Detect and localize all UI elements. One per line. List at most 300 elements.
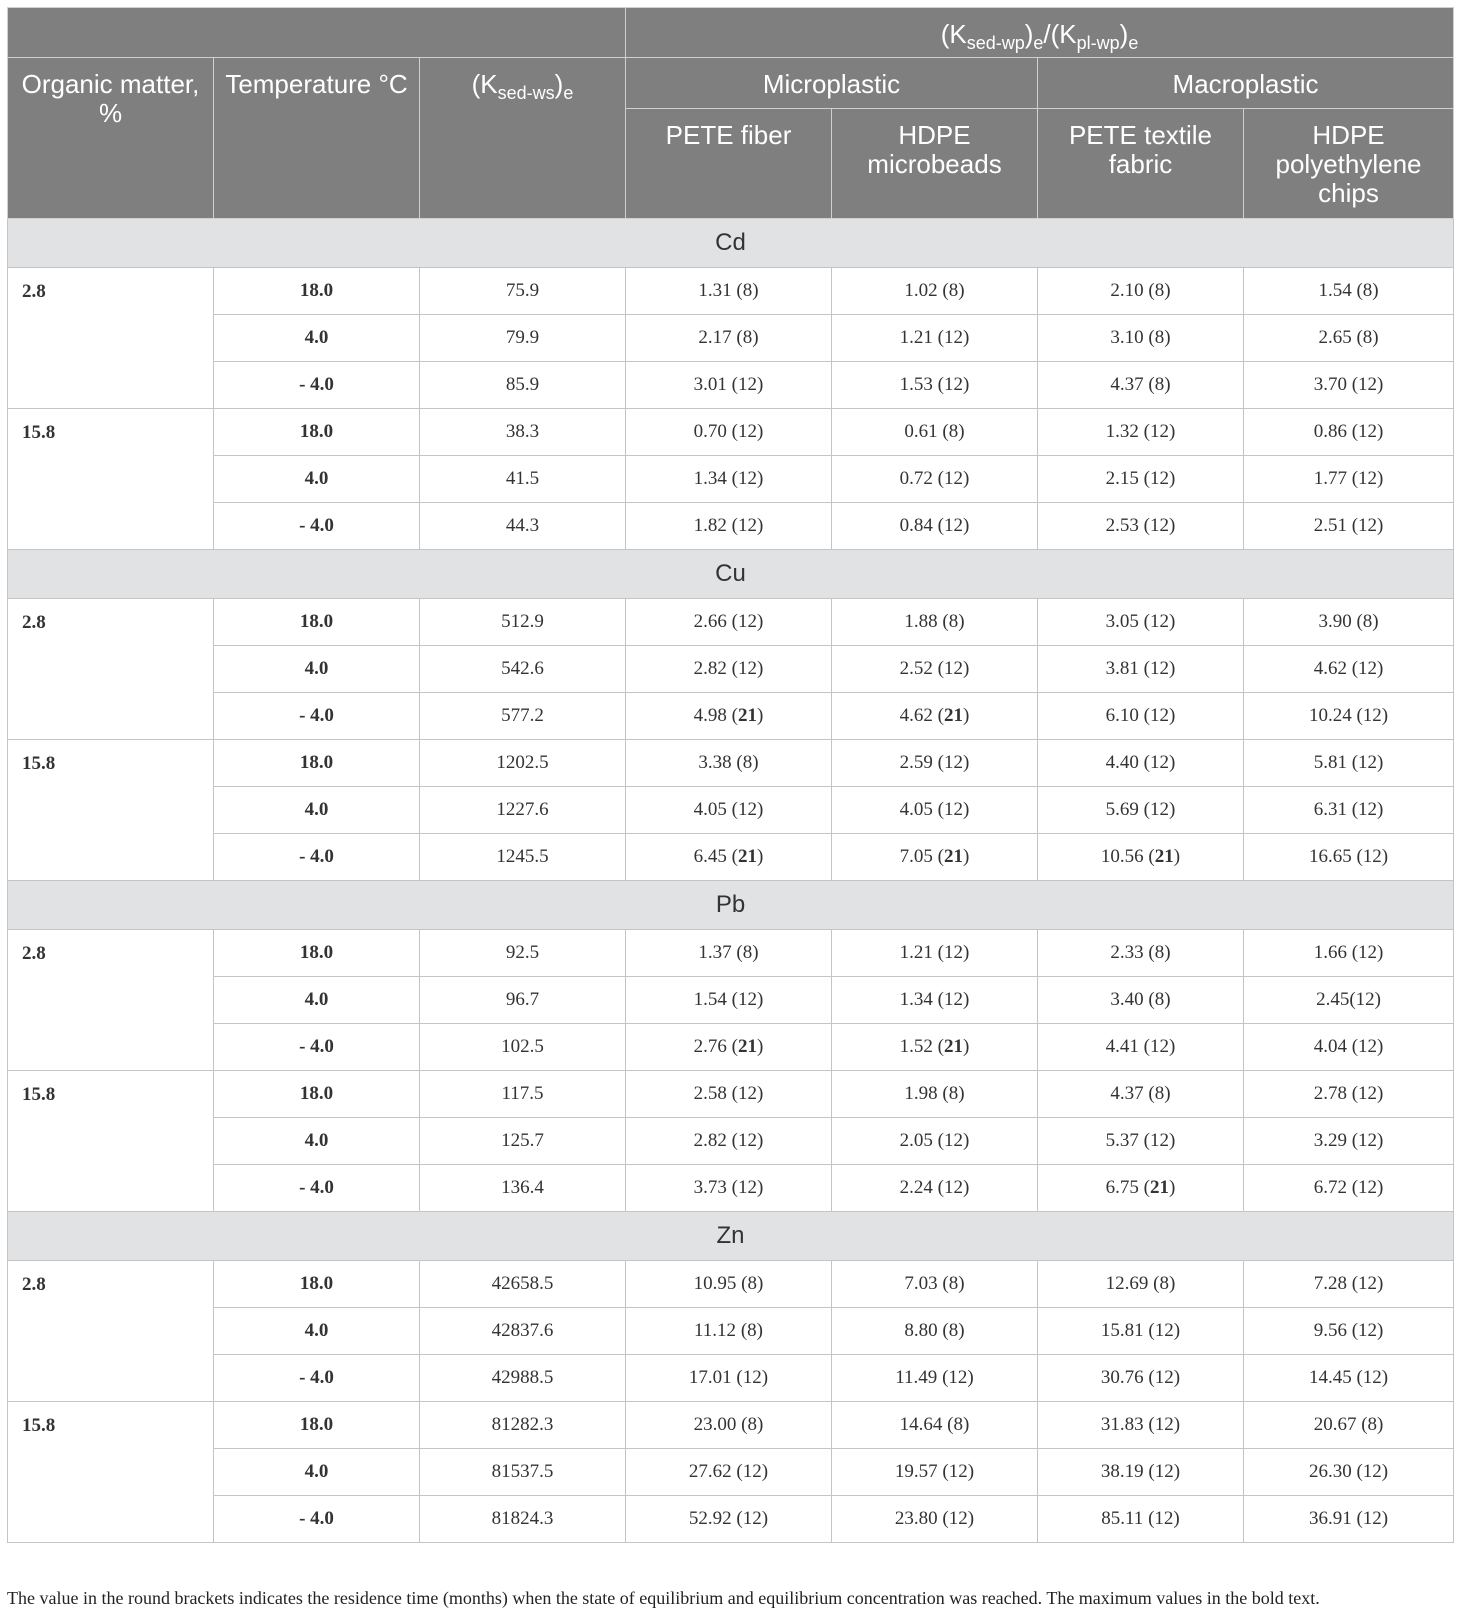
- table-row: [8, 740, 1454, 787]
- metal-section-label: Cd: [8, 219, 1454, 268]
- ratio-value: 4.37: [1110, 374, 1144, 395]
- residence-months: 21: [944, 1036, 963, 1057]
- residence-months: 12: [738, 611, 757, 632]
- ratio-cell: 17.01 (12): [626, 1355, 832, 1402]
- residence-months: 12: [1150, 611, 1169, 632]
- ratio-value: 2.53: [1105, 515, 1139, 536]
- temperature-cell: - 4.0: [214, 503, 420, 550]
- residence-months: 12: [1358, 1036, 1378, 1057]
- ratio-value: 4.98: [693, 705, 727, 726]
- table-row: [8, 1071, 1454, 1118]
- ratio-value: 17.01: [688, 1367, 732, 1388]
- ratio-value: 0.70: [693, 421, 727, 442]
- residence-months: 12: [738, 658, 757, 679]
- metal-section-label: Cu: [8, 550, 1454, 599]
- ratio-value: 27.62: [688, 1461, 732, 1482]
- ratio-value: 2.59: [899, 752, 933, 773]
- ratio-cell: 30.76 (12): [1038, 1355, 1244, 1402]
- ratio-cell: 14.45 (12): [1244, 1355, 1454, 1402]
- table-row: [8, 1165, 1454, 1212]
- ratio-cell: 26.30 (12): [1244, 1449, 1454, 1496]
- ratio-cell: 1.34 (12): [832, 977, 1038, 1024]
- ratio-cell: 2.24 (12): [832, 1165, 1038, 1212]
- pete-textile-fabric-header: PETE textile fabric: [1038, 109, 1244, 219]
- data-table: [7, 7, 1454, 1543]
- ratio-value: 6.31: [1313, 799, 1347, 820]
- ksed-ws-cell: 81824.3: [420, 1496, 626, 1543]
- ratio-cell: 5.69 (12): [1038, 787, 1244, 834]
- residence-months: 12: [738, 989, 757, 1010]
- ratio-cell: 52.92 (12): [626, 1496, 832, 1543]
- table-row: [8, 409, 1454, 456]
- metal-section-row: [8, 219, 1454, 268]
- ratio-value: 5.37: [1105, 1130, 1139, 1151]
- temperature-cell: 4.0: [214, 787, 420, 834]
- residence-months: 21: [1150, 1177, 1169, 1198]
- ksed-ws-cell: 512.9: [420, 599, 626, 646]
- ratio-value: 2.24: [899, 1177, 933, 1198]
- temperature-cell: 18.0: [214, 740, 420, 787]
- table-row: [8, 268, 1454, 315]
- residence-months: 21: [738, 846, 757, 867]
- residence-months: 12: [1358, 1083, 1378, 1104]
- ratio-cell: 2.52 (12): [832, 646, 1038, 693]
- ksed-ws-cell: 136.4: [420, 1165, 626, 1212]
- ratio-cell: 3.38 (8): [626, 740, 832, 787]
- table-row: [8, 787, 1454, 834]
- table-row: [8, 1449, 1454, 1496]
- ratio-value: 7.28: [1313, 1273, 1347, 1294]
- ratio-value: 7.03: [904, 1273, 938, 1294]
- residence-months: 21: [1154, 846, 1174, 867]
- residence-months: 12: [738, 515, 757, 536]
- temperature-cell: 18.0: [214, 268, 420, 315]
- ratio-cell: 27.62 (12): [626, 1449, 832, 1496]
- ratio-value: 2.33: [1110, 942, 1144, 963]
- ratio-value: 0.84: [899, 515, 933, 536]
- metal-section-row: [8, 881, 1454, 930]
- table-row: [8, 1024, 1454, 1071]
- microplastic-header: Microplastic: [626, 58, 1038, 109]
- ratio-value: 16.65: [1308, 846, 1352, 867]
- temperature-cell: 18.0: [214, 930, 420, 977]
- residence-months: 12: [944, 942, 963, 963]
- table-footnote: The value in the round brackets indicates the residence time (months) when the state of equilibrium and equilibrium concentration was reached. The maximum values in the bold text.: [7, 1588, 1320, 1608]
- ratio-value: 0.72: [899, 468, 933, 489]
- ratio-cell: 20.67 (8): [1244, 1402, 1454, 1449]
- ratio-cell: 1.34 (12): [626, 456, 832, 503]
- organic-matter-cell: 2.8: [8, 930, 214, 1071]
- ratio-cell: 16.65 (12): [1244, 834, 1454, 881]
- pete-fiber-header: PETE fiber: [626, 109, 832, 219]
- ratio-value: 0.86: [1313, 421, 1347, 442]
- temperature-cell: - 4.0: [214, 1355, 420, 1402]
- residence-months: 12: [1154, 1367, 1174, 1388]
- ratio-value: 5.69: [1105, 799, 1139, 820]
- temperature-header: Temperature °C: [214, 58, 420, 219]
- residence-months: 12: [1150, 799, 1169, 820]
- residence-months: 8: [1154, 280, 1165, 301]
- ksed-ws-cell: 85.9: [420, 362, 626, 409]
- metal-section-label: Zn: [8, 1212, 1454, 1261]
- ksed-ws-cell: 92.5: [420, 930, 626, 977]
- residence-months: 8: [1154, 374, 1165, 395]
- residence-months: 12: [1362, 1367, 1382, 1388]
- ratio-cell: 2.82 (12): [626, 646, 832, 693]
- ratio-cell: 4.41 (12): [1038, 1024, 1244, 1071]
- ratio-cell: 4.62 (21): [832, 693, 1038, 740]
- organic-matter-cell: 2.8: [8, 268, 214, 409]
- ratio-value: 1.52: [899, 1036, 933, 1057]
- ratio-value: 1.77: [1313, 468, 1347, 489]
- ratio-cell: 15.81 (12): [1038, 1308, 1244, 1355]
- ratio-value: 2.58: [693, 1083, 727, 1104]
- residence-months: 12: [948, 1508, 968, 1529]
- ksed-ws-cell: 1227.6: [420, 787, 626, 834]
- ratio-value: 26.30: [1308, 1461, 1352, 1482]
- ratio-cell: 1.54 (12): [626, 977, 832, 1024]
- ratio-cell: 6.75 (21): [1038, 1165, 1244, 1212]
- residence-months: 8: [948, 421, 959, 442]
- residence-months: 21: [944, 705, 963, 726]
- ratio-cell: 0.84 (12): [832, 503, 1038, 550]
- ratio-value: 1.37: [698, 942, 732, 963]
- temperature-cell: 18.0: [214, 1261, 420, 1308]
- ratio-cell: 14.64 (8): [832, 1402, 1038, 1449]
- ratio-value: 20.67: [1313, 1414, 1357, 1435]
- ksed-ws-cell: 125.7: [420, 1118, 626, 1165]
- table-row: [8, 693, 1454, 740]
- residence-months: 12: [1358, 658, 1378, 679]
- ratio-cell: 11.49 (12): [832, 1355, 1038, 1402]
- residence-months: 12: [944, 752, 963, 773]
- table-row: [8, 977, 1454, 1024]
- residence-months: 12: [1362, 705, 1382, 726]
- ratio-cell: 5.37 (12): [1038, 1118, 1244, 1165]
- table-row: [8, 1118, 1454, 1165]
- ratio-value: 1.82: [693, 515, 727, 536]
- ksed-ws-cell: 81282.3: [420, 1402, 626, 1449]
- hdpe-microbeads-header: HDPE microbeads: [832, 109, 1038, 219]
- temperature-cell: 4.0: [214, 1118, 420, 1165]
- residence-months: 12: [1154, 1461, 1174, 1482]
- ratio-cell: 1.21 (12): [832, 930, 1038, 977]
- ratio-value: 3.90: [1318, 611, 1352, 632]
- ratio-value: 6.45: [693, 846, 727, 867]
- ratio-value: 15.81: [1100, 1320, 1144, 1341]
- residence-months: 12: [1362, 846, 1382, 867]
- ratio-value: 3.05: [1105, 611, 1139, 632]
- ratio-cell: 38.19 (12): [1038, 1449, 1244, 1496]
- ratio-value: 2.82: [693, 658, 727, 679]
- ratio-cell: 8.80 (8): [832, 1308, 1038, 1355]
- ratio-value: 3.73: [693, 1177, 727, 1198]
- ratio-value: 4.05: [693, 799, 727, 820]
- ratio-value: 2.82: [693, 1130, 727, 1151]
- residence-months: 12: [948, 1367, 968, 1388]
- ratio-cell: 0.70 (12): [626, 409, 832, 456]
- residence-months: 12: [1154, 1320, 1174, 1341]
- ratio-cell: 1.02 (8): [832, 268, 1038, 315]
- residence-months: 12: [1150, 1130, 1169, 1151]
- temperature-cell: 4.0: [214, 456, 420, 503]
- table-row: [8, 930, 1454, 977]
- table-container: [7, 7, 1453, 1543]
- temperature-cell: 18.0: [214, 409, 420, 456]
- residence-months: 12: [1358, 374, 1378, 395]
- ratio-value: 23.00: [693, 1414, 737, 1435]
- temperature-cell: - 4.0: [214, 1165, 420, 1212]
- ratio-value: 1.66: [1313, 942, 1347, 963]
- ksed-ws-cell: 542.6: [420, 646, 626, 693]
- temperature-cell: - 4.0: [214, 1496, 420, 1543]
- ratio-cell: 6.45 (21): [626, 834, 832, 881]
- ratio-cell: 2.10 (8): [1038, 268, 1244, 315]
- residence-months: 12: [1150, 752, 1169, 773]
- table-row: [8, 503, 1454, 550]
- residence-months: 8: [742, 752, 753, 773]
- residence-months: 12: [738, 799, 757, 820]
- ratio-value: 4.41: [1105, 1036, 1139, 1057]
- ratio-value: 6.75: [1105, 1177, 1139, 1198]
- residence-months: 12: [1358, 515, 1378, 536]
- ksed-ws-cell: 117.5: [420, 1071, 626, 1118]
- ratio-cell: 1.88 (8): [832, 599, 1038, 646]
- ratio-value: 3.01: [693, 374, 727, 395]
- ratio-cell: 9.56 (12): [1244, 1308, 1454, 1355]
- residence-months: 12: [944, 515, 963, 536]
- temperature-cell: - 4.0: [214, 1024, 420, 1071]
- ratio-cell: 19.57 (12): [832, 1449, 1038, 1496]
- ratio-value: 10.24: [1308, 705, 1352, 726]
- ratio-value: 2.10: [1110, 280, 1144, 301]
- temperature-cell: - 4.0: [214, 834, 420, 881]
- residence-months: 12: [1358, 1273, 1378, 1294]
- ratio-value: 2.05: [899, 1130, 933, 1151]
- ratio-cell: 2.33 (8): [1038, 930, 1244, 977]
- table-row: [8, 362, 1454, 409]
- ratio-value: 2.66: [693, 611, 727, 632]
- ksed-ws-cell: 96.7: [420, 977, 626, 1024]
- residence-months: 8: [948, 611, 959, 632]
- ratio-value: 7.05: [899, 846, 933, 867]
- table-row: [8, 646, 1454, 693]
- ratio-value: 1.54: [693, 989, 727, 1010]
- ratio-cell: 4.05 (12): [832, 787, 1038, 834]
- residence-months: 8: [1159, 1273, 1169, 1294]
- residence-months: 12: [738, 1130, 757, 1151]
- residence-months: 12: [1358, 799, 1378, 820]
- ratio-value: 1.98: [904, 1083, 938, 1104]
- ratio-cell: 3.81 (12): [1038, 646, 1244, 693]
- residence-months: 8: [742, 280, 753, 301]
- ratio-cell: 1.82 (12): [626, 503, 832, 550]
- residence-months: 12: [1150, 421, 1169, 442]
- ratio-cell: 0.86 (12): [1244, 409, 1454, 456]
- ksed-ws-cell: 42988.5: [420, 1355, 626, 1402]
- residence-months: 12: [1150, 515, 1169, 536]
- table-body: [8, 219, 1454, 1543]
- metal-section-row: [8, 1212, 1454, 1261]
- temperature-cell: 4.0: [214, 1308, 420, 1355]
- table-row: [8, 315, 1454, 362]
- residence-months: 12: [944, 658, 963, 679]
- ratio-cell: 2.51 (12): [1244, 503, 1454, 550]
- ratio-value: 4.62: [899, 705, 933, 726]
- temperature-cell: 18.0: [214, 599, 420, 646]
- residence-months: 12: [1358, 1177, 1378, 1198]
- residence-months: 12: [742, 1508, 762, 1529]
- ratio-cell: 23.00 (8): [626, 1402, 832, 1449]
- temperature-cell: 4.0: [214, 315, 420, 362]
- ratio-value: 1.02: [904, 280, 938, 301]
- ratio-cell: 1.21 (12): [832, 315, 1038, 362]
- ratio-header: $(K_{sed-wp})_e/(K_{pl-wp})_e$: [626, 8, 1454, 58]
- residence-months: 12: [944, 374, 963, 395]
- residence-months: 21: [738, 705, 757, 726]
- ratio-cell: 31.83 (12): [1038, 1402, 1244, 1449]
- ratio-value: 30.76: [1100, 1367, 1144, 1388]
- residence-months: 12: [1358, 1130, 1378, 1151]
- ratio-cell: 3.40 (8): [1038, 977, 1244, 1024]
- residence-months: 21: [738, 1036, 757, 1057]
- residence-months: 12: [944, 799, 963, 820]
- table-row: [8, 599, 1454, 646]
- ratio-value: 11.12: [694, 1320, 737, 1341]
- ksed-ws-cell: 81537.5: [420, 1449, 626, 1496]
- ratio-cell: 2.78 (12): [1244, 1071, 1454, 1118]
- ratio-cell: 2.58 (12): [626, 1071, 832, 1118]
- ratio-value: 11.49: [895, 1367, 938, 1388]
- residence-months: 12: [944, 989, 963, 1010]
- ratio-cell: 3.10 (8): [1038, 315, 1244, 362]
- residence-months: 12: [742, 1367, 762, 1388]
- ksed-ws-cell: 79.9: [420, 315, 626, 362]
- ratio-cell: 1.66 (12): [1244, 930, 1454, 977]
- ratio-value: 1.21: [899, 942, 933, 963]
- ratio-cell: 4.05 (12): [626, 787, 832, 834]
- residence-months: 12: [1150, 1036, 1169, 1057]
- ksed-ws-cell: 102.5: [420, 1024, 626, 1071]
- ratio-value: 14.64: [899, 1414, 943, 1435]
- ratio-value: 9.56: [1313, 1320, 1347, 1341]
- table-header: [8, 8, 1454, 219]
- header-blank-cell: [8, 8, 626, 58]
- residence-months: 8: [1362, 327, 1373, 348]
- ksed-ws-cell: 1245.5: [420, 834, 626, 881]
- residence-months: 12: [944, 468, 963, 489]
- residence-months: 12: [1358, 1320, 1378, 1341]
- residence-months: 12: [1358, 752, 1378, 773]
- ratio-value: 4.37: [1110, 1083, 1144, 1104]
- ksed-ws-cell: 1202.5: [420, 740, 626, 787]
- ratio-cell: 10.95 (8): [626, 1261, 832, 1308]
- organic-matter-cell: 15.8: [8, 740, 214, 881]
- table-row: [8, 1308, 1454, 1355]
- organic-matter-header: Organic matter, %: [8, 58, 214, 219]
- ratio-cell: 0.72 (12): [832, 456, 1038, 503]
- ratio-cell: 2.53 (12): [1038, 503, 1244, 550]
- temperature-cell: 18.0: [214, 1402, 420, 1449]
- ratio-cell: 2.15 (12): [1038, 456, 1244, 503]
- ratio-cell: 7.28 (12): [1244, 1261, 1454, 1308]
- residence-months: 12: [1362, 1508, 1382, 1529]
- ratio-value: 23.80: [894, 1508, 938, 1529]
- residence-months: 12: [1358, 421, 1378, 442]
- ratio-cell: 4.04 (12): [1244, 1024, 1454, 1071]
- ksed-ws-cell: 38.3: [420, 409, 626, 456]
- ratio-cell: 6.31 (12): [1244, 787, 1454, 834]
- organic-matter-cell: 2.8: [8, 599, 214, 740]
- metal-section-row: [8, 550, 1454, 599]
- organic-matter-cell: 15.8: [8, 1071, 214, 1212]
- organic-matter-cell: 2.8: [8, 1261, 214, 1402]
- ratio-value: 2.78: [1313, 1083, 1347, 1104]
- ratio-cell: 0.61 (8): [832, 409, 1038, 456]
- ratio-cell: 1.98 (8): [832, 1071, 1038, 1118]
- ratio-value: 85.11: [1101, 1508, 1144, 1529]
- ratio-cell: 2.82 (12): [626, 1118, 832, 1165]
- temperature-cell: 4.0: [214, 1449, 420, 1496]
- organic-matter-cell: 15.8: [8, 1402, 214, 1543]
- residence-months: 12: [1150, 705, 1169, 726]
- ratio-value: 36.91: [1308, 1508, 1352, 1529]
- ratio-value: 2.76: [693, 1036, 727, 1057]
- ratio-cell: 7.05 (21): [832, 834, 1038, 881]
- ratio-value: 2.65: [1318, 327, 1352, 348]
- ratio-cell: 23.80 (12): [832, 1496, 1038, 1543]
- residence-months: 12: [738, 468, 757, 489]
- ratio-value: 10.56: [1100, 846, 1144, 867]
- ratio-cell: 10.56 (21): [1038, 834, 1244, 881]
- ratio-cell: 4.98 (21): [626, 693, 832, 740]
- ratio-value: 2.15: [1105, 468, 1139, 489]
- ratio-cell: 36.91 (12): [1244, 1496, 1454, 1543]
- residence-months: 8: [1154, 942, 1165, 963]
- ratio-cell: 2.65 (8): [1244, 315, 1454, 362]
- residence-months: 8: [1154, 327, 1165, 348]
- residence-months: 8: [948, 1273, 959, 1294]
- ratio-value: 1.34: [899, 989, 933, 1010]
- ratio-cell: 1.37 (8): [626, 930, 832, 977]
- table-row: [8, 834, 1454, 881]
- residence-months: 12: [1154, 1508, 1174, 1529]
- residence-months: 12: [738, 374, 757, 395]
- residence-months: 12: [948, 1461, 968, 1482]
- ratio-value: 19.57: [894, 1461, 938, 1482]
- ratio-value: 1.21: [899, 327, 933, 348]
- ksed-ws-cell: 42658.5: [420, 1261, 626, 1308]
- residence-months: 8: [948, 1320, 959, 1341]
- ratio-cell: 10.24 (12): [1244, 693, 1454, 740]
- temperature-cell: 4.0: [214, 977, 420, 1024]
- ratio-cell: 85.11 (12): [1038, 1496, 1244, 1543]
- ratio-value: 8.80: [904, 1320, 938, 1341]
- ratio-cell: 1.54 (8): [1244, 268, 1454, 315]
- residence-months: 21: [944, 846, 963, 867]
- residence-months: 12: [738, 1177, 757, 1198]
- ratio-cell: 2.66 (12): [626, 599, 832, 646]
- residence-months: 12: [1150, 468, 1169, 489]
- ratio-value: 3.38: [698, 752, 732, 773]
- residence-months: 8: [1367, 1414, 1378, 1435]
- temperature-cell: - 4.0: [214, 362, 420, 409]
- ratio-cell: 5.81 (12): [1244, 740, 1454, 787]
- residence-months: 8: [747, 1320, 757, 1341]
- residence-months: 12: [1154, 1414, 1174, 1435]
- ratio-cell: 1.52 (21): [832, 1024, 1038, 1071]
- ratio-cell: 3.29 (12): [1244, 1118, 1454, 1165]
